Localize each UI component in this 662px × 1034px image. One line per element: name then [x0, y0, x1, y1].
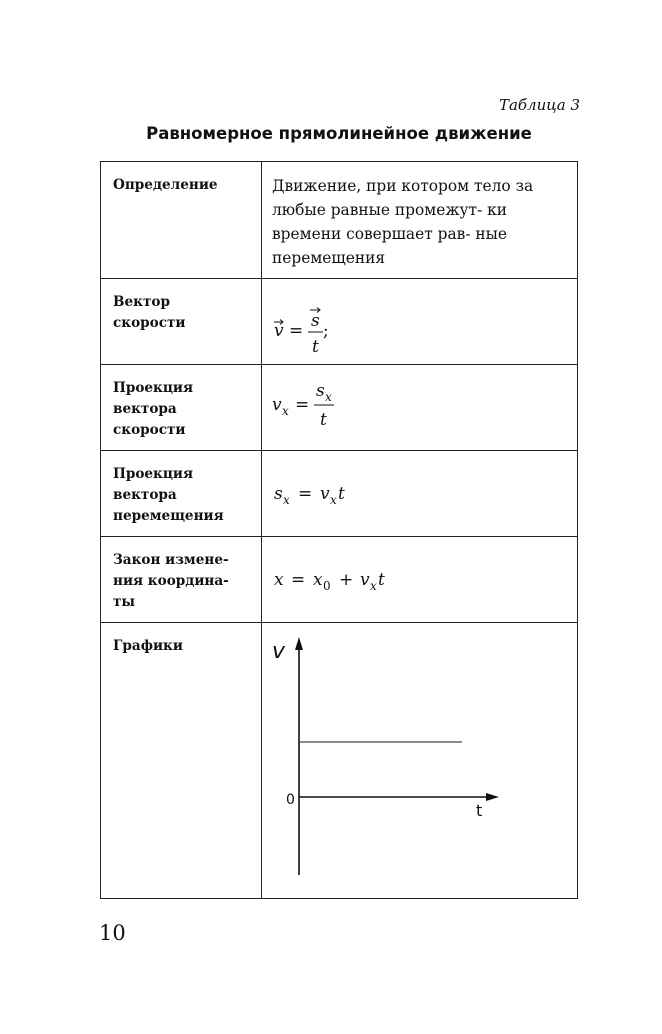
page-title: Равномерное прямолинейное движение: [146, 124, 532, 143]
svg-text:t: t: [320, 410, 327, 430]
velocity-vector-formula: [262, 279, 578, 359]
svg-text:v: v: [272, 395, 282, 415]
svg-text:;: ;: [323, 321, 329, 341]
table-row: [101, 162, 578, 279]
svg-text:t: t: [312, 337, 319, 357]
svg-text:x: x: [282, 404, 289, 418]
table-row: [101, 623, 578, 899]
displacement-projection-formula: [262, 451, 578, 531]
svg-text:+: +: [339, 570, 354, 590]
svg-text:v: v: [360, 570, 370, 590]
svg-text:t: t: [338, 484, 345, 504]
svg-text:=: =: [289, 321, 304, 341]
table-row: [101, 451, 578, 537]
svg-text:x: x: [370, 579, 377, 593]
svg-text:x: x: [325, 390, 332, 404]
svg-text:=: =: [295, 395, 310, 415]
x-axis-arrow: [486, 793, 499, 801]
svg-text:t: t: [378, 570, 385, 590]
velocity-time-graph: [262, 623, 578, 893]
svg-text:0: 0: [323, 579, 331, 593]
svg-text:v: v: [320, 484, 330, 504]
table-row: [101, 365, 578, 451]
table-label: Таблица 3: [498, 96, 580, 114]
row-label-velocity-vector: Вектор скорости: [113, 294, 186, 331]
svg-text:=: =: [291, 570, 306, 590]
table-row: [101, 537, 578, 623]
velocity-projection-formula: [262, 365, 578, 445]
svg-text:s: s: [311, 311, 320, 331]
y-axis-arrow: [295, 637, 303, 650]
coordinate-law-formula: [262, 537, 578, 617]
definition-text: Движение, при котором тело за любые равные промежут- ки времени совершает рав- ные перемещения: [272, 177, 534, 267]
row-label-definition: Определение: [113, 177, 218, 193]
row-label-graphs: Графики: [113, 638, 183, 654]
svg-text:x: x: [313, 570, 323, 590]
svg-text:=: =: [298, 484, 313, 504]
svg-text:s: s: [316, 381, 325, 401]
y-axis-label: v: [272, 639, 286, 664]
row-label-displacement-projection: Проекция вектора перемещения: [113, 466, 224, 524]
summary-table: [100, 161, 578, 899]
svg-text:s: s: [274, 484, 283, 504]
origin-label: 0: [286, 792, 295, 808]
table-row: [101, 279, 578, 365]
svg-text:x: x: [330, 493, 337, 507]
svg-text:x: x: [283, 493, 290, 507]
svg-text:v: v: [274, 321, 284, 341]
svg-text:x: x: [274, 570, 284, 590]
x-axis-label: t: [476, 801, 483, 820]
page-number: 10: [99, 921, 126, 945]
row-label-velocity-projection: Проекция вектора скорости: [113, 380, 194, 438]
row-label-coordinate-law: Закон измене- ния координа- ты: [113, 552, 229, 610]
